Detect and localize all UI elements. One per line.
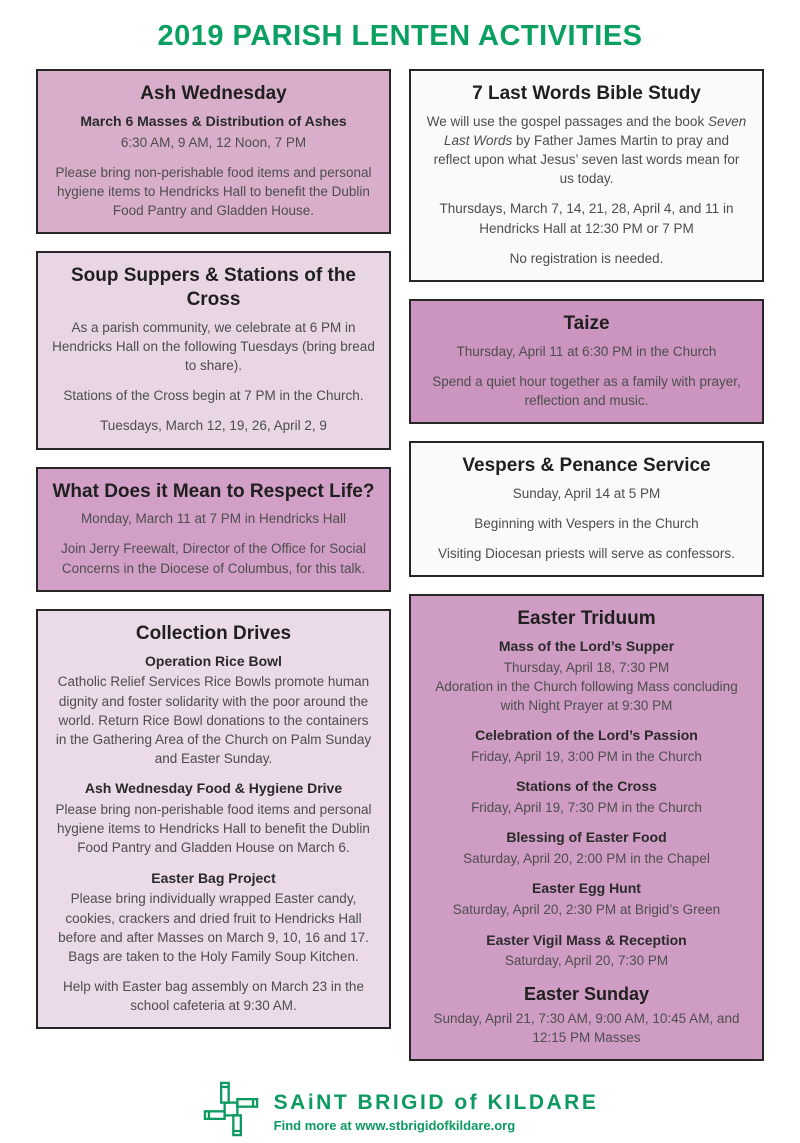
box-title: Ash Wednesday (140, 83, 287, 104)
box-paragraph: Monday, March 11 at 7 PM in Hendricks Hall (80, 511, 347, 527)
find-more-text: Find more at www.stbrigidofkildare.org (273, 1117, 516, 1133)
box-paragraph: Spend a quiet hour together as a family with prayer, reflection and music. (432, 373, 741, 408)
event-line: Thursday, April 18, 7:30 PM (503, 659, 670, 675)
event-line: Friday, April 19, 7:30 PM in the Church (471, 800, 702, 816)
event-heading: Easter Egg Hunt (532, 880, 641, 897)
org-name: SAiNT BRIGID of KILDARE (273, 1090, 599, 1114)
box-title: Soup Suppers & Stations of the Cross (70, 265, 356, 310)
box-title: 7 Last Words Bible Study (472, 83, 701, 104)
box-bible-study (409, 69, 764, 282)
box-ash-wednesday (36, 69, 391, 234)
event-line: Saturday, April 20, 2:30 PM at Brigid’s Green (452, 902, 721, 918)
event-line: Saturday, April 20, 2:00 PM in the Chapel (463, 851, 710, 867)
box-paragraph: Please bring non-perishable food items and personal hygiene items to Hendricks Hall to benefit the Dublin Food Pantry and Gladden House on March 6. (55, 802, 372, 856)
event-heading: Blessing of Easter Food (506, 829, 667, 846)
box-paragraph: No registration is needed. (509, 250, 664, 266)
body-post: by Father James Martin to pray and reflect upon what Jesus’ seven last words mean for us today. (433, 132, 740, 187)
columns (36, 69, 764, 1078)
footer (36, 1080, 764, 1143)
box-paragraph: Thursdays, March 7, 14, 21, 28, April 4, and 11 in Hendricks Hall at 12:30 PM or 7 PM (439, 201, 734, 236)
box-paragraph: Sunday, April 14 at 5 PM (512, 485, 661, 501)
box-paragraph: Please bring non-perishable food items and personal hygiene items to Hendricks Hall to benefit the Dublin Food Pantry and Gladden House. (55, 164, 372, 219)
box-paragraph: Thursday, April 11 at 6:30 PM in the Church (456, 343, 717, 359)
box-paragraph: 6:30 AM, 9 AM, 12 Noon, 7 PM (120, 134, 307, 150)
event-line: Friday, April 19, 3:00 PM in the Church (471, 749, 702, 765)
box-title: Collection Drives (135, 622, 292, 644)
event-line: Adoration in the Church following Mass concluding with Night Prayer at 9:30 PM (435, 679, 738, 714)
box-paragraph: Catholic Relief Services Rice Bowls promote human dignity and foster solidarity with the poor around the world. Return Rice Bowl donations to the containers in the Gathering Area of the Church on Palm Sunday and Easter Sunday. (55, 674, 372, 766)
box-paragraph (425, 112, 748, 189)
event-line: Sunday, April 21, 7:30 AM, 9:00 AM, 10:45 AM, and 12:15 PM Masses (433, 1011, 740, 1046)
book-title: Seven Last Words (443, 113, 747, 148)
left-column (36, 69, 391, 1078)
page-title: 2019 PARISH LENTEN ACTIVITIES (157, 20, 643, 52)
box-title: Easter Triduum (517, 608, 656, 630)
box-vespers (409, 441, 764, 577)
box-paragraph: Join Jerry Freewalt, Director of the Office for Social Concerns in the Diocese of Columbus, for this talk. (60, 541, 367, 576)
box-paragraph: Help with Easter bag assembly on March 23 in the school cafeteria at 9:30 AM. (63, 979, 364, 1014)
section-heading: Easter Bag Project (151, 869, 276, 886)
box-respect-life (36, 467, 391, 592)
body-pre: We will use the gospel passages and the book (426, 113, 708, 129)
box-title: Taize (563, 312, 610, 334)
box-paragraph: Stations of the Cross begin at 7 PM in the Church. (63, 388, 364, 404)
box-title: What Does it Mean to Respect Life? (52, 480, 375, 502)
box-paragraph: Tuesdays, March 12, 19, 26, April 2, 9 (100, 418, 327, 434)
event-line: Saturday, April 20, 7:30 PM (504, 953, 669, 969)
box-easter-triduum (409, 594, 764, 1061)
right-column (409, 69, 764, 1078)
box-taize (409, 299, 764, 424)
event-heading: Mass of the Lord’s Supper (498, 638, 675, 655)
box-subtitle: March 6 Masses & Distribution of Ashes (80, 112, 347, 129)
box-title: Vespers & Penance Service (462, 455, 711, 477)
event-heading: Stations of the Cross (516, 778, 657, 795)
box-collection-drives (36, 609, 391, 1030)
box-paragraph: Please bring individually wrapped Easter candy, cookies, crackers and dried fruit to Hendricks Hall before and after Masses on March 9, 10, 16 and 17. Bags are taken to the Holy Family Soup Kitchen. (58, 891, 369, 964)
event-heading: Easter Sunday (523, 983, 650, 1004)
brigid-cross-icon (202, 1080, 260, 1143)
event-heading: Celebration of the Lord’s Passion (475, 727, 698, 744)
box-paragraph: As a parish community, we celebrate at 6 PM in Hendricks Hall on the following Tuesdays (bring bread to share). (52, 319, 375, 374)
section-heading: Ash Wednesday Food & Hygiene Drive (84, 780, 343, 797)
box-soup-suppers (36, 251, 391, 449)
section-heading: Operation Rice Bowl (145, 652, 282, 669)
event-heading: Easter Vigil Mass & Reception (486, 931, 687, 948)
box-paragraph: Visiting Diocesan priests will serve as confessors. (438, 546, 735, 562)
box-paragraph: Beginning with Vespers in the Church (474, 515, 699, 531)
footer-text (274, 1091, 599, 1133)
